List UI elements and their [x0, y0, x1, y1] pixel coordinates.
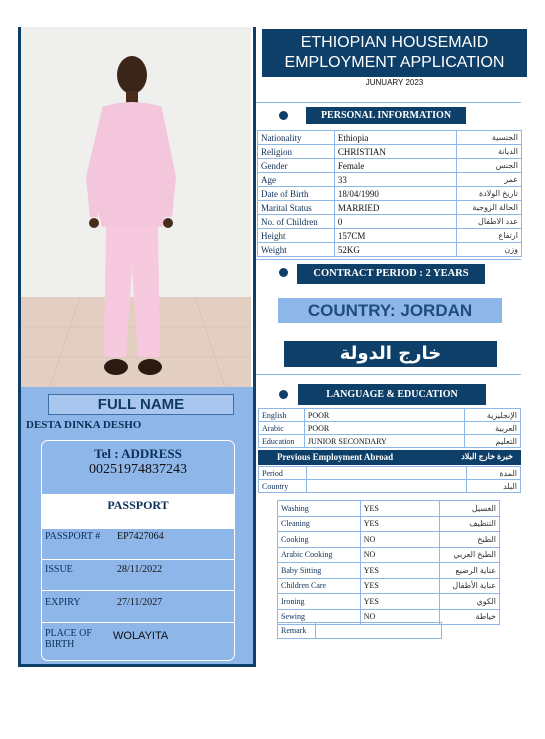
- passport-header: PASSPORT: [107, 498, 169, 512]
- table-row: [278, 594, 500, 610]
- period-label: Period: [259, 467, 307, 480]
- title-line-1: ETHIOPIAN HOUSEMAID: [300, 34, 489, 51]
- children-value: 0: [334, 215, 456, 229]
- skill-arabic: عناية الرضيع: [440, 563, 500, 579]
- full-name-value: DESTA DINKA DESHO: [26, 419, 142, 431]
- passport-number-value: EP7427064: [117, 531, 164, 542]
- skill-label: Cooking: [278, 532, 361, 548]
- height-arabic: ارتفاع: [457, 229, 522, 243]
- weight-value: 52KG: [334, 243, 456, 257]
- bullet-icon: [279, 111, 288, 120]
- divider: [256, 374, 521, 375]
- table-row: [259, 409, 521, 422]
- marital-status-arabic: الحالة الزوجية: [457, 201, 522, 215]
- age-value: 33: [334, 173, 456, 187]
- expiry-label: EXPIRY: [45, 597, 81, 608]
- divider: [256, 259, 521, 260]
- english-label: English: [259, 409, 305, 422]
- expiry-value: 27/11/2027: [117, 597, 163, 608]
- previous-employment-table: [258, 466, 521, 493]
- table-row: [258, 215, 522, 229]
- country-banner: COUNTRY: JORDAN: [278, 298, 502, 323]
- previous-employment-arabic: خبرة خارج البلاد: [461, 452, 513, 461]
- table-row: [278, 532, 500, 548]
- table-row: [258, 187, 522, 201]
- height-label: Height: [258, 229, 335, 243]
- table-row: [259, 435, 521, 448]
- divider: [256, 102, 521, 103]
- marital-status-value: MARRIED: [334, 201, 456, 215]
- table-row: [258, 173, 522, 187]
- age-label: Age: [258, 173, 335, 187]
- table-row: [259, 467, 521, 480]
- nationality-label: Nationality: [258, 131, 335, 145]
- table-row: [278, 623, 442, 639]
- skill-label: Washing: [278, 501, 361, 517]
- skill-arabic: خياطة: [440, 609, 500, 625]
- dob-arabic: تاريخ الولادة: [457, 187, 522, 201]
- passport-number-label: PASSPORT #: [45, 531, 101, 542]
- skill-arabic: التنظيف: [440, 516, 500, 532]
- language-education-heading: LANGUAGE & EDUCATION: [298, 384, 486, 405]
- skill-value: YES: [360, 501, 439, 517]
- table-row: [258, 243, 522, 257]
- table-row: [278, 578, 500, 594]
- tel-value: 00251974837243: [89, 462, 187, 477]
- skill-value: NO: [360, 547, 439, 563]
- dob-value: 18/04/1990: [334, 187, 456, 201]
- english-value: POOR: [304, 409, 464, 422]
- nationality-arabic: الجنسية: [457, 131, 522, 145]
- issue-label: ISSUE: [45, 564, 73, 575]
- table-row: [278, 501, 500, 517]
- abroad-arabic-banner: خارج الدولة: [284, 341, 497, 367]
- skill-label: Arabic Cooking: [278, 547, 361, 563]
- skill-value: NO: [360, 609, 439, 625]
- skill-label: Baby Sitting: [278, 563, 361, 579]
- gender-arabic: الجنس: [457, 159, 522, 173]
- english-arabic: الإنجليزية: [465, 409, 521, 422]
- previous-employment-heading: [258, 450, 521, 465]
- skill-value: YES: [360, 563, 439, 579]
- contract-period-heading: CONTRACT PERIOD : 2 YEARS: [297, 264, 485, 284]
- country-value: [306, 480, 466, 493]
- education-label: Education: [259, 435, 305, 448]
- full-name-label: FULL NAME: [48, 394, 234, 415]
- table-row: [278, 516, 500, 532]
- language-table: [258, 408, 521, 448]
- children-label: No. of Children: [258, 215, 335, 229]
- education-arabic: التعليم: [465, 435, 521, 448]
- remark-value: [315, 623, 441, 639]
- table-row: [259, 480, 521, 493]
- skill-value: YES: [360, 516, 439, 532]
- table-row: [258, 159, 522, 173]
- religion-label: Religion: [258, 145, 335, 159]
- weight-arabic: وزن: [457, 243, 522, 257]
- period-arabic: المدة: [467, 467, 521, 480]
- religion-arabic: الديانة: [457, 145, 522, 159]
- skill-label: Ironing: [278, 594, 361, 610]
- tel-address-label: Tel : ADDRESS: [94, 446, 182, 461]
- nationality-value: Ethiopia: [334, 131, 456, 145]
- table-row: [258, 229, 522, 243]
- period-value: [306, 467, 466, 480]
- skill-arabic: الكوي: [440, 594, 500, 610]
- gender-label: Gender: [258, 159, 335, 173]
- skill-arabic: عناية الأطفال: [440, 578, 500, 594]
- table-row: [259, 422, 521, 435]
- skill-value: YES: [360, 578, 439, 594]
- document-date: JUNUARY 2023: [365, 78, 424, 87]
- remark-table: [277, 622, 442, 639]
- previous-employment-title: Previous Employment Abroad: [277, 452, 394, 462]
- skill-arabic: الطبخ العربي: [440, 547, 500, 563]
- age-arabic: عمر: [457, 173, 522, 187]
- arabic-label: Arabic: [259, 422, 305, 435]
- education-value: JUNIOR SECONDARY: [304, 435, 464, 448]
- skill-value: YES: [360, 594, 439, 610]
- dob-label: Date of Birth: [258, 187, 335, 201]
- country-label: Country: [259, 480, 307, 493]
- skill-label: Children Care: [278, 578, 361, 594]
- country-arabic: البلد: [467, 480, 521, 493]
- skill-label: Cleaning: [278, 516, 361, 532]
- bullet-icon: [279, 390, 288, 399]
- title-line-2: EMPLOYMENT APPLICATION: [284, 54, 505, 71]
- skill-arabic: الغسيل: [440, 501, 500, 517]
- skill-value: NO: [360, 532, 439, 548]
- table-row: [258, 131, 522, 145]
- arabic-value: POOR: [304, 422, 464, 435]
- place-of-birth-label: PLACE OF BIRTH: [45, 628, 92, 650]
- table-row: [278, 547, 500, 563]
- marital-status-label: Marital Status: [258, 201, 335, 215]
- skill-label: Sewing: [278, 609, 361, 625]
- height-value: 157CM: [334, 229, 456, 243]
- remark-label: Remark: [278, 623, 316, 639]
- skill-arabic: الطبخ: [440, 532, 500, 548]
- personal-info-heading: PERSONAL INFORMATION: [306, 107, 466, 124]
- religion-value: CHRISTIAN: [334, 145, 456, 159]
- personal-info-table: [257, 130, 522, 257]
- weight-label: Weight: [258, 243, 335, 257]
- table-row: [258, 145, 522, 159]
- document-title: [262, 29, 527, 77]
- children-arabic: عدد الاطفال: [457, 215, 522, 229]
- bullet-icon: [279, 268, 288, 277]
- gender-value: Female: [334, 159, 456, 173]
- issue-value: 28/11/2022: [117, 564, 163, 575]
- skills-table: [277, 500, 500, 625]
- table-row: [258, 201, 522, 215]
- arabic-arabic: العربية: [465, 422, 521, 435]
- place-of-birth-value: WOLAYITA: [113, 630, 169, 642]
- table-row: [278, 563, 500, 579]
